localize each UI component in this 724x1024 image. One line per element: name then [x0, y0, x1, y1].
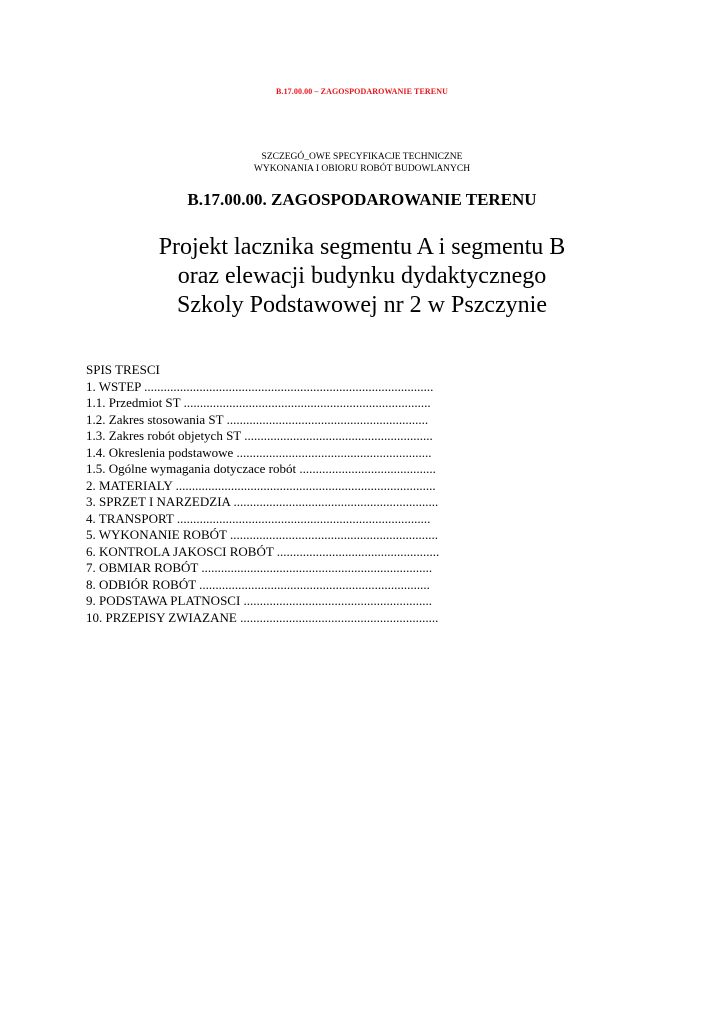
spec-heading: [0, 151, 724, 175]
toc-item: 1.5. Ogólne wymagania dotyczace robót ..........................................: [86, 461, 436, 476]
toc-item: 4. TRANSPORT ..............................................................................: [86, 510, 431, 526]
toc-item: 2. MATERIALY ................................................................................: [86, 477, 436, 493]
spec-heading-line-1: SZCZEGÓ_OWE SPECYFIKACJE TECHNICZNE: [261, 152, 463, 162]
toc-item: 1.4. Okreslenia podstawowe ............................................................: [86, 444, 432, 460]
project-title: [0, 233, 724, 320]
toc-item: 8. ODBIÓR ROBÓT .......................................................................: [86, 576, 430, 592]
toc-item: 7. OBMIAR ROBÓT .......................................................................: [86, 560, 433, 575]
toc-heading: SPIS TRESCI: [86, 362, 160, 377]
project-title-line-2: oraz elewacji budynku dydaktycznego: [177, 263, 547, 289]
toc-item: 9. PODSTAWA PLATNOSCI ..........................................................: [86, 593, 433, 608]
toc-item: 6. KONTROLA JAKOSCI ROBÓT ..................................................: [86, 543, 440, 559]
project-title-line-3: Szkoly Podstawowej nr 2 w Pszczynie: [177, 292, 547, 318]
toc-item: 1.2. Zakres stosowania ST ..............................................................: [86, 411, 429, 427]
toc-item: 1. WSTEP .........................................................................................: [86, 378, 434, 394]
toc-item: 3. SPRZET I NARZEDZIA ...............................................................: [86, 494, 439, 509]
toc-item: 1.1. Przedmiot ST ............................................................................: [86, 395, 431, 410]
table-of-contents: [86, 362, 506, 626]
project-title-line-1: Projekt lacznika segmentu A i segmentu B: [158, 234, 566, 260]
toc-item: 5. WYKONANIE ROBÓT ................................................................: [86, 527, 438, 542]
running-header: B.17.00.00 – ZAGOSPODAROWANIE TERENU: [276, 87, 448, 96]
toc-item: 1.3. Zakres robót objetych ST ..........................................................: [86, 428, 433, 443]
spec-heading-line-2: WYKONANIA I OBIORU ROBÓT BUDOWLANYCH: [253, 164, 471, 174]
section-title: B.17.00.00. ZAGOSPODAROWANIE TERENU: [187, 190, 537, 209]
toc-item: 10. PRZEPISY ZWIAZANE .............................................................: [86, 609, 439, 625]
